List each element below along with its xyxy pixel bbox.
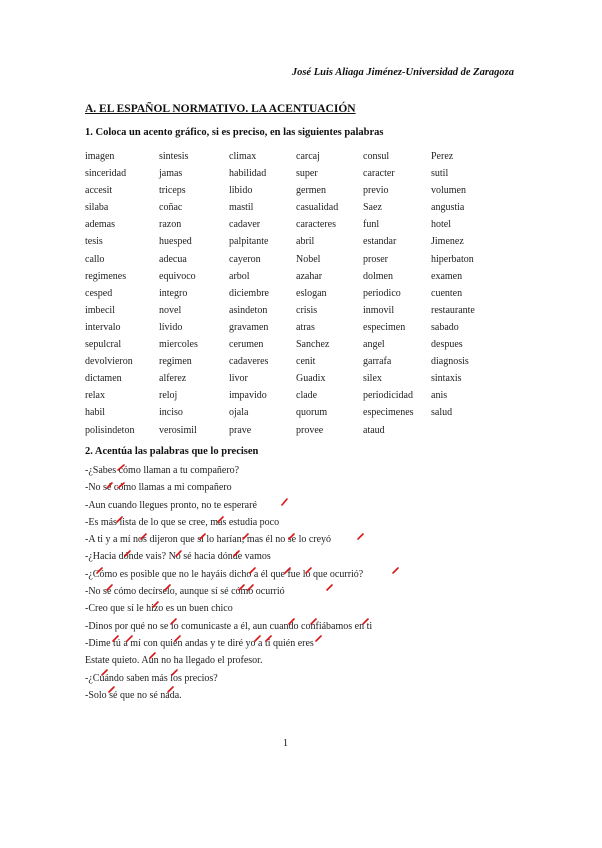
word-cell: regimenes: [85, 270, 127, 282]
word-cell: integro: [159, 287, 188, 299]
word-row: [85, 185, 505, 202]
word-row: [85, 151, 505, 168]
word-cell: libido: [229, 185, 253, 197]
word-cell: cadaver: [229, 219, 261, 231]
word-cell: periodico: [363, 287, 401, 299]
word-cell: lívido: [159, 321, 183, 333]
word-cell: despues: [431, 339, 463, 351]
word-row: [85, 288, 505, 305]
word-cell: dolmen: [363, 270, 393, 282]
exercise-2-title: 2. Acentúa las palabras que lo precisen: [85, 446, 259, 457]
word-cell: devolvieron: [85, 356, 133, 368]
word-cell: reloj: [159, 390, 178, 402]
word-cell: callo: [85, 253, 105, 265]
word-row: [85, 305, 505, 322]
word-cell: atras: [296, 321, 315, 333]
word-row: [85, 356, 505, 373]
word-cell: polisindeton: [85, 424, 135, 436]
word-cell: silex: [363, 373, 382, 385]
word-cell: equivoco: [159, 270, 196, 282]
word-cell: diagnosis: [431, 356, 469, 368]
word-cell: consul: [363, 151, 390, 162]
word-cell: previo: [363, 185, 389, 197]
word-cell: verosimil: [159, 424, 197, 436]
word-cell: sinceridad: [85, 168, 127, 180]
sentence-line: -No sé cómo llamas a mi compañero: [85, 482, 232, 494]
word-cell: ataud: [363, 424, 385, 436]
sentence-line: -Es más lista de lo que se cree, mas estudia poco: [85, 516, 280, 528]
word-cell: hotel: [431, 219, 451, 231]
word-cell: estandar: [363, 236, 397, 248]
word-cell: impavido: [229, 390, 267, 402]
word-cell: clade: [296, 390, 318, 402]
word-cell: Nobel: [296, 253, 321, 265]
word-cell: caracteres: [296, 219, 336, 231]
sentence-line: -A ti y a mí nos dijeron que sí lo harían; mas él no se lo creyó: [85, 534, 332, 546]
word-cell: sintesis: [159, 151, 189, 162]
word-cell: salud: [431, 407, 453, 419]
sentence-line: -¿Sabes cómo llaman a tu compañero?: [85, 465, 240, 476]
sentence-line: -Aun cuando llegues pronto, no te esperaré: [85, 499, 257, 511]
sentence-line: -Solo sé que no sé nada.: [85, 689, 182, 701]
word-cell: imagen: [85, 151, 115, 162]
word-row: [85, 425, 505, 442]
word-cell: Jimenez: [431, 236, 464, 248]
word-cell: tesis: [85, 236, 103, 248]
word-cell: especimen: [363, 321, 406, 333]
word-row: [85, 254, 505, 271]
word-cell: arbol: [229, 270, 250, 282]
word-cell: diciembre: [229, 287, 269, 299]
word-cell: miercoles: [159, 339, 198, 351]
word-cell: relax: [85, 390, 105, 402]
section-title: A. EL ESPAÑOL NORMATIVO. LA ACENTUACIÓN: [85, 103, 356, 115]
word-cell: casualidad: [296, 202, 339, 214]
word-row: [85, 271, 505, 288]
word-cell: jamas: [159, 168, 183, 180]
word-cell: razon: [159, 219, 182, 231]
word-cell: provee: [296, 424, 324, 436]
word-cell: proser: [363, 253, 388, 265]
word-cell: cuenten: [431, 287, 463, 299]
word-cell: carcaj: [296, 151, 320, 162]
word-cell: periodicidad: [363, 390, 413, 402]
word-grid: [85, 151, 505, 442]
word-cell: funl: [363, 219, 380, 231]
word-row: [85, 390, 505, 407]
word-cell: abril: [296, 236, 315, 248]
word-cell: sutil: [431, 168, 449, 180]
word-row: [85, 168, 505, 185]
word-cell: livor: [229, 373, 248, 385]
word-cell: silaba: [85, 202, 109, 214]
word-cell: mastil: [229, 202, 254, 214]
sentence-line: Estate quieto. Aún no ha llegado el profesor.: [85, 655, 263, 667]
word-cell: climax: [229, 151, 257, 162]
word-cell: imbecil: [85, 304, 115, 316]
word-cell: crisis: [296, 304, 318, 316]
word-cell: sintaxis: [431, 373, 462, 385]
sentence-line: -¿Cómo es posible que no le hayáis dicho a él que fue lo que ocurrió?: [85, 568, 364, 580]
sentence-line: -Dime tú a mí con quién andas y te diré yo a ti quién eres: [85, 637, 314, 649]
word-cell: triceps: [159, 185, 186, 197]
word-row: [85, 219, 505, 236]
word-cell: prave: [229, 424, 252, 436]
sentence-line: -¿Cuándo saben más los precios?: [85, 672, 218, 684]
word-cell: hiperbaton: [431, 253, 474, 265]
word-cell: quorum: [296, 407, 328, 419]
word-cell: asindeton: [229, 304, 268, 316]
word-row: [85, 407, 505, 424]
word-cell: coñac: [159, 202, 183, 214]
word-cell: angel: [363, 339, 385, 351]
word-cell: huesped: [159, 236, 192, 248]
word-cell: Saez: [363, 202, 382, 214]
page-number: 1: [283, 738, 288, 749]
word-cell: Sanchez: [296, 339, 330, 351]
word-row: [85, 202, 505, 219]
word-cell: cesped: [85, 287, 113, 299]
word-cell: intervalo: [85, 321, 121, 333]
word-cell: super: [296, 168, 318, 180]
word-cell: sabado: [431, 321, 459, 333]
word-cell: Guadix: [296, 373, 326, 385]
word-cell: inciso: [159, 407, 183, 419]
word-cell: restaurante: [431, 304, 475, 316]
word-cell: especimenes: [363, 407, 414, 419]
word-cell: volumen: [431, 185, 466, 197]
word-cell: regimen: [159, 356, 192, 368]
sentence-line: -Creo que sí le hizo es un buen chico: [85, 603, 233, 615]
word-cell: adecua: [159, 253, 187, 265]
word-cell: cadaveres: [229, 356, 269, 368]
word-row: [85, 322, 505, 339]
word-cell: habilidad: [229, 168, 267, 180]
word-cell: angustia: [431, 202, 465, 214]
sentence-list: [85, 465, 525, 707]
word-cell: palpitante: [229, 236, 269, 248]
word-cell: novel: [159, 304, 182, 316]
word-cell: habil: [85, 407, 105, 419]
word-cell: anis: [431, 390, 448, 402]
word-row: [85, 339, 505, 356]
exercise-1-title: 1. Coloca un acento gráfico, si es preciso, en las siguientes palabras: [85, 127, 384, 138]
word-cell: alferez: [159, 373, 187, 385]
word-cell: cenit: [296, 356, 316, 368]
sentence-line: -¿Hacia dónde vais? No sé hacia dónde vamos: [85, 551, 271, 563]
word-cell: examen: [431, 270, 463, 282]
word-cell: accesit: [85, 185, 113, 197]
word-cell: ojala: [229, 407, 249, 419]
word-cell: eslogan: [296, 287, 327, 299]
word-cell: caracter: [363, 168, 395, 180]
sentence-line: -No sé cómo decírselo, aunque sí sé cómo ocurrió: [85, 586, 285, 598]
word-row: [85, 373, 505, 390]
word-row: [85, 236, 505, 253]
author-header: José Luis Aliaga Jiménez-Universidad de Zaragoza: [291, 67, 514, 78]
word-cell: cerumen: [229, 339, 264, 351]
sentence-line: -Dinos por qué no se lo comunicaste a él, aun cuando confiábamos en ti: [85, 620, 373, 632]
word-cell: germen: [296, 185, 326, 197]
word-cell: sepulcral: [85, 339, 122, 351]
word-cell: cayeron: [229, 253, 261, 265]
word-cell: azahar: [296, 270, 323, 282]
word-cell: gravamen: [229, 321, 269, 333]
word-cell: Perez: [431, 151, 454, 162]
word-cell: inmovil: [363, 304, 395, 316]
word-cell: garrafa: [363, 356, 392, 368]
word-cell: dictamen: [85, 373, 122, 385]
word-cell: ademas: [85, 219, 115, 231]
